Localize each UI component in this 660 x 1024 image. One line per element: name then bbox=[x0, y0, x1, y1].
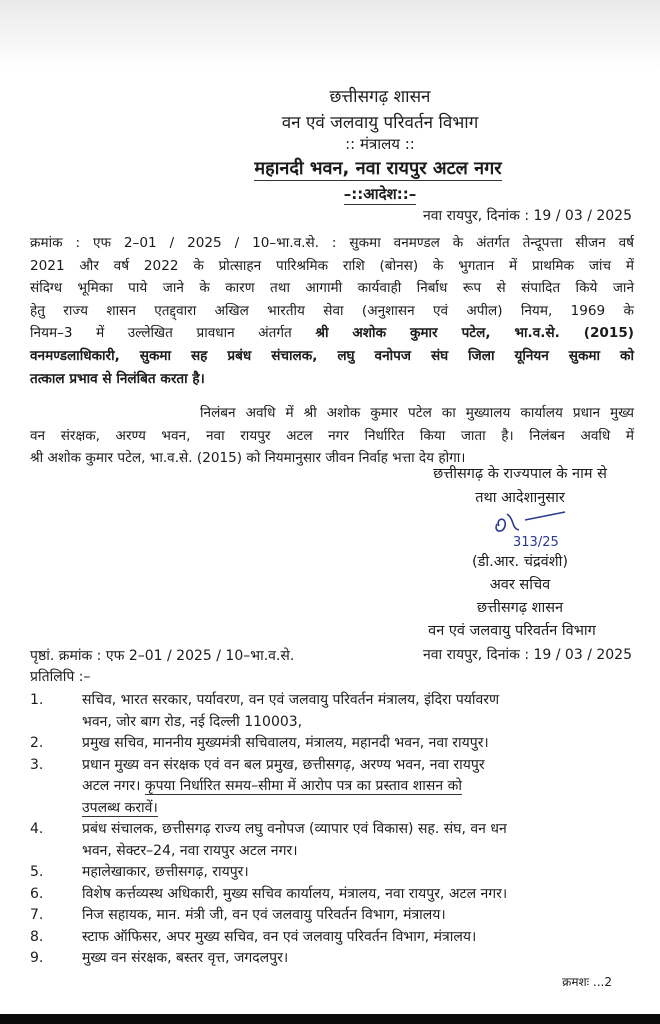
paragraph-line-bold: तत्काल प्रभाव से निलंबित करता है। bbox=[30, 370, 205, 387]
paragraph-line-bold: वनमण्डलाधिकारी, सुकमा सह प्रबंध संचालक, लघु वनोपज संघ जिला यूनियन सुकमा को bbox=[30, 347, 634, 364]
list-item-number: 9. bbox=[30, 950, 44, 966]
paragraph-line bbox=[30, 322, 634, 345]
underlined-instruction-end: उपलब्ध करावें। bbox=[82, 799, 158, 816]
list-item bbox=[30, 733, 640, 755]
list-item-number: 2. bbox=[30, 735, 44, 751]
signature-date: 313/25 bbox=[513, 535, 559, 550]
list-item bbox=[30, 690, 640, 733]
list-item-text: स्टाफ ऑफिसर, अपर मुख्य सचिव, वन एवं जलवायु परिवर्तन विभाग, मंत्रालय। bbox=[82, 928, 477, 945]
header-address-text: महानदी भवन, नवा रायपुर अटल नगर bbox=[254, 158, 502, 179]
dateline-top: नवा रायपुर, दिनांक : 19 / 03 / 2025 bbox=[423, 208, 632, 224]
list-item-text: निज सहायक, मान. मंत्री जी, वन एवं जलवायु परिवर्तन विभाग, मंत्रालय। bbox=[82, 907, 446, 923]
header-address bbox=[48, 156, 660, 180]
endorsement-reference: पृष्ठां. क्रमांक : एफ 2–01 / 2025 / 10–भा.व.से. bbox=[30, 648, 295, 664]
list-item bbox=[30, 948, 640, 970]
list-item-number: 6. bbox=[30, 885, 44, 902]
list-item-text-cont bbox=[82, 798, 640, 820]
paragraph-line-prefix: नियम–3 में उल्लेखित प्रावधान अंतर्गत bbox=[30, 325, 316, 342]
signatory-government: छत्तीसगढ़ शासन bbox=[476, 600, 564, 616]
signatory-department: वन एवं जलवायु परिवर्तन विभाग bbox=[428, 623, 596, 639]
signatory-name: (डी.आर. चंद्रवंशी) bbox=[472, 554, 568, 570]
paragraph-line: निलंबन अवधि में श्री अशोक कुमार पटेल का मुख्यालय कार्यालय प्रधान मुख्य bbox=[200, 405, 634, 421]
paragraph-line: क्रमांक : एफ 2–01 / 2025 / 10–भा.व.से. : सुकमा वनमण्डल के अंतर्गत तेन्दूपत्ता सीजन वर्ष bbox=[30, 235, 634, 251]
copy-heading: प्रतिलिपि :– bbox=[30, 669, 91, 685]
paragraph-line: संदिग्ध भूमिका पाये जाने के कारण तथा आगामी कार्यवाही निर्बाध रूप से संपादित किये जाने bbox=[30, 280, 634, 297]
list-item-text-plain: अटल नगर। bbox=[82, 778, 145, 794]
list-item bbox=[30, 819, 640, 862]
list-item-text-cont: भवन, सेक्टर–24, नवा रायपुर अटल नगर। bbox=[82, 842, 298, 859]
list-item-text-cont bbox=[82, 776, 640, 798]
signatory-designation: अवर सचिव bbox=[489, 577, 551, 593]
paragraph-line: वन संरक्षक, अरण्य भवन, नवा रायपुर अटल नगर निर्धारित किया जाता है। निलंबन अवधि में bbox=[30, 427, 634, 444]
signature-authority-line-1: छत्तीसगढ़ के राज्यपाल के नाम से bbox=[433, 466, 607, 482]
list-item-number: 5. bbox=[30, 864, 44, 880]
list-item-text-cont: भवन, जोर बाग रोड, नई दिल्ली 110003, bbox=[82, 713, 303, 730]
list-item-number: 1. bbox=[30, 692, 44, 708]
order-title-text: –::आदेश::– bbox=[343, 185, 417, 203]
header-ministry: :: मंत्रालय :: bbox=[345, 135, 415, 153]
paragraph-line: 2021 और वर्ष 2022 के प्रोत्साहन पारिश्रमिक राशि (बोनस) के भुगतान में प्राथमिक जांच में bbox=[30, 257, 634, 274]
officer-name-bold: श्री अशोक कुमार पटेल, भा.व.से. (2015) bbox=[315, 325, 635, 342]
dateline-endorsement: नवा रायपुर, दिनांक : 19 / 03 / 2025 bbox=[423, 647, 632, 663]
list-item-number: 3. bbox=[30, 756, 44, 773]
order-title bbox=[50, 184, 660, 204]
list-item bbox=[30, 884, 640, 906]
paragraph-line: श्री अशोक कुमार पटेल, भा.व.से. (2015) को नियमानुसार जीवन निर्वाह भत्ता देय होगा। bbox=[30, 450, 466, 467]
list-item-number: 4. bbox=[30, 821, 44, 837]
list-item-text: प्रधान मुख्य वन संरक्षक एवं वन बल प्रमुख, छत्तीसगढ़, अरण्य भवन, नवा रायपुर bbox=[82, 756, 485, 773]
list-item-number: 7. bbox=[30, 907, 44, 923]
list-item-text: महालेखाकार, छत्तीसगढ़, रायपुर। bbox=[82, 864, 249, 880]
list-item-number: 8. bbox=[30, 928, 44, 945]
header-government: छत्तीसगढ़ शासन bbox=[329, 87, 431, 107]
list-item-text: प्रबंध संचालक, छत्तीसगढ़ राज्य लघु वनोपज (व्यापार एवं विकास) सह. संघ, वन धन bbox=[82, 821, 507, 837]
copy-list bbox=[30, 690, 640, 970]
order-paragraph-1 bbox=[30, 232, 634, 390]
list-item bbox=[30, 927, 640, 949]
handwritten-signature bbox=[485, 510, 575, 550]
paragraph-line: हेतु राज्य शासन एतद्द्वारा अखिल भारतीय सेवा (अनुशासन एवं अपील) नियम, 1969 के bbox=[30, 302, 634, 319]
order-paragraph-2 bbox=[30, 402, 634, 470]
list-item-text: विशेष कर्त्तव्यस्थ अधिकारी, मुख्य सचिव कार्यालय, मंत्रालय, नवा रायपुर, अटल नगर। bbox=[82, 885, 508, 902]
header-department: वन एवं जलवायु परिवर्तन विभाग bbox=[281, 113, 479, 133]
signature-authority-line-2: तथा आदेशानुसार bbox=[475, 490, 565, 506]
underlined-instruction: कृपया निर्धारित समय–सीमा में आरोप पत्र का प्रस्ताव शासन को bbox=[144, 778, 462, 794]
list-item-text: सचिव, भारत सरकार, पर्यावरण, वन एवं जलवायु परिवर्तन मंत्रालय, इंदिरा पर्यावरण bbox=[82, 692, 500, 708]
list-item bbox=[30, 862, 640, 884]
list-item-text: मुख्य वन संरक्षक, बस्तर वृत्त, जगदलपुर। bbox=[82, 950, 289, 966]
continuation-note: क्रमशः ...2 bbox=[562, 975, 612, 989]
list-item bbox=[30, 755, 640, 820]
bottom-border bbox=[0, 1014, 660, 1024]
list-item bbox=[30, 905, 640, 927]
list-item-text: प्रमुख सचिव, माननीय मुख्यमंत्री सचिवालय, मंत्रालय, महानदी भवन, नवा रायपुर। bbox=[82, 735, 489, 751]
